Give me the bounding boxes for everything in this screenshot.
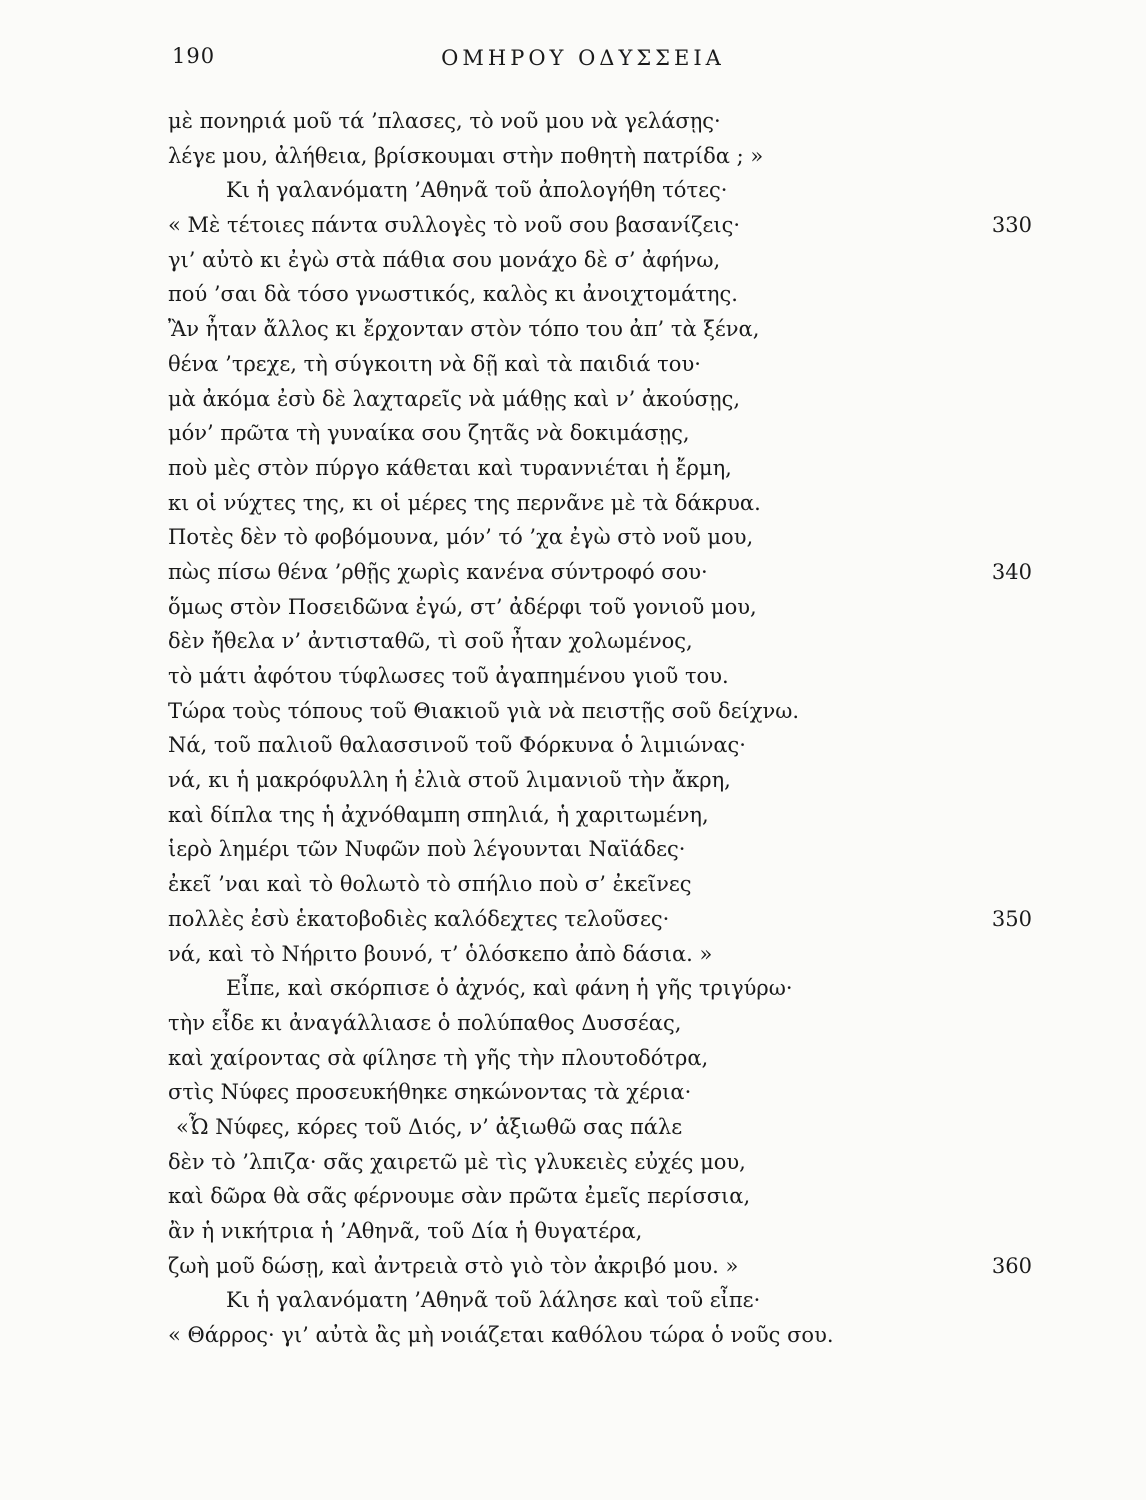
verse-text: κι οἱ νύχτες της, κι οἱ μέρες της περνᾶνε μὲ τὰ δάκρυα.: [168, 490, 761, 515]
line-number: 360: [991, 1253, 1032, 1278]
verse-text: μόν’ πρῶτα τὴ γυναίκα σου ζητᾶς νὰ δοκιμάσῃς,: [168, 421, 690, 446]
verse-text: λέγε μου, ἀλήθεια, βρίσκουμαι στὴν ποθητὴ πατρίδα ; »: [168, 143, 764, 168]
verse-text: νά, καὶ τὸ Νήριτο βουνό, τ’ ὁλόσκεπο ἀπὸ δάσια. »: [168, 941, 713, 966]
verse-line: [168, 520, 1028, 555]
verse-line: [168, 763, 1028, 798]
verse-line: [168, 624, 1028, 659]
verse-line: [168, 1214, 1028, 1249]
verse-text: « Θάρρος· γι’ αὐτὰ ἂς μὴ νοιάζεται καθόλου τώρα ὁ νοῦς σου.: [168, 1323, 834, 1348]
verse-text: Ποτὲς δὲν τὸ φοβόμουνα, μόν’ τό ’χα ἐγὼ στὸ νοῦ μου,: [168, 525, 754, 550]
verse-line: [168, 139, 1028, 174]
verse-text: δὲν ἤθελα ν’ ἀντισταθῶ, τὶ σοῦ ἦταν χολωμένος,: [168, 629, 693, 654]
verse-text: πού ’σαι δὰ τόσο γνωστικός, καλὸς κι ἀνοιχτομάτης.: [168, 282, 738, 307]
verse-text: ἐκεῖ ’ναι καὶ τὸ θολωτὸ τὸ σπήλιο ποὺ σ’ ἐκεῖνες: [168, 872, 692, 897]
verse-line: [168, 659, 1028, 694]
verse-text: δὲν τὸ ’λπιζα· σᾶς χαιρετῶ μὲ τὶς γλυκειὲς εὐχές μου,: [168, 1149, 746, 1174]
verse-text: τὴν εἶδε κι ἀναγάλλιασε ὁ πολύπαθος Δυσσέας,: [168, 1010, 682, 1035]
verse-text: ποὺ μὲς στὸν πύργο κάθεται καὶ τυραννιέται ἡ ἔρμη,: [168, 455, 732, 480]
verse-text: «Ὦ Νύφες, κόρες τοῦ Διός, ν’ ἀξιωθῶ σας πάλε: [176, 1114, 683, 1139]
line-number: 350: [991, 906, 1032, 931]
verse-line: [168, 312, 1028, 347]
verse-line: [168, 243, 1028, 278]
verse-text: καὶ δίπλα της ἡ ἀχνόθαμπη σπηλιά, ἡ χαριτωμένη,: [168, 802, 709, 827]
verse-line: [168, 902, 1032, 937]
verse-text: ζωὴ μοῦ δώσῃ, καὶ ἀντρειὰ στὸ γιὸ τὸν ἀκριβό μου. »: [168, 1253, 739, 1278]
line-number: 340: [991, 559, 1032, 584]
verse-text: Κι ἡ γαλανόματη ’Αθηνᾶ τοῦ ἀπολογήθη τότες·: [226, 178, 728, 203]
verse-line: [168, 208, 1032, 243]
verse-line: [168, 798, 1028, 833]
verse-line: [168, 104, 1028, 139]
verse-line: [168, 416, 1028, 451]
verse-text: στὶς Νύφες προσευκήθηκε σηκώνοντας τὰ χέρια·: [168, 1080, 692, 1105]
verse-line: [168, 1283, 1028, 1318]
verse-text: τὸ μάτι ἀφότου τύφλωσες τοῦ ἀγαπημένου γιοῦ του.: [168, 664, 729, 688]
verse-text: « Μὲ τέτοιες πάντα συλλογὲς τὸ νοῦ σου βασανίζεις·: [168, 213, 741, 238]
verse-line: [168, 728, 1028, 763]
verse-text: Ἂν ἦταν ἄλλος κι ἔρχονταν στὸν τόπο του ἀπ’ τὰ ξένα,: [168, 317, 760, 342]
verse-text: ἂν ἡ νικήτρια ἡ ’Αθηνᾶ, τοῦ Δία ἡ θυγατέρα,: [168, 1219, 643, 1243]
verse-text: Κι ἡ γαλανόματη ’Αθηνᾶ τοῦ λάλησε καὶ τοῦ εἶπε·: [226, 1288, 761, 1313]
verse-line: [168, 1249, 1032, 1284]
verse-text: καὶ χαίροντας σὰ φίλησε τὴ γῆς τὴν πλουτοδότρα,: [168, 1045, 709, 1070]
verse-line: [168, 694, 1028, 729]
verse-line: [168, 971, 1028, 1006]
verse-line: [168, 1110, 1028, 1145]
verse-line: [168, 937, 1028, 972]
verse-text: θένα ’τρεχε, τὴ σύγκοιτη νὰ δῇ καὶ τὰ παιδιά του·: [168, 351, 701, 376]
verse-text: Εἶπε, καὶ σκόρπισε ὁ ἀχνός, καὶ φάνη ἡ γῆς τριγύρω·: [226, 976, 793, 1001]
verse-line: [168, 382, 1028, 417]
verse-line: [168, 1041, 1028, 1076]
verse-line: [168, 277, 1028, 312]
verse-line: [168, 555, 1032, 590]
verse-line: [168, 451, 1028, 486]
verse-text: πὼς πίσω θένα ’ρθῇς χωρὶς κανένα σύντροφό σου·: [168, 559, 708, 584]
running-title: ΟΜΗΡΟΥ ΟΔΥΣΣΕΙΑ: [441, 46, 725, 70]
verse-line: [168, 1318, 1028, 1353]
verse-text: γι’ αὐτὸ κι ἐγὼ στὰ πάθια σου μονάχο δὲ σ’ ἀφήνω,: [168, 247, 721, 272]
verse-text: νά, κι ἡ μακρόφυλλη ἡ ἐλιὰ στοῦ λιμανιοῦ τὴν ἄκρη,: [168, 768, 731, 793]
verse-text: Νά, τοῦ παλιοῦ θαλασσινοῦ τοῦ Φόρκυνα ὁ λιμιώνας·: [168, 733, 746, 758]
verse-text: μὰ ἀκόμα ἐσὺ δὲ λαχταρεῖς νὰ μάθῃς καὶ ν’ ἀκούσῃς,: [168, 386, 741, 411]
verse-line: [168, 173, 1028, 208]
verse-line: [168, 590, 1028, 625]
verse-line: [168, 832, 1028, 867]
verse-line: [168, 1006, 1028, 1041]
verse-line: [168, 1145, 1028, 1180]
verse-block: [168, 104, 1032, 1353]
verse-line: [168, 1179, 1028, 1214]
verse-text: ἱερὸ λημέρι τῶν Νυφῶν ποὺ λέγουνται Ναϊάδες·: [168, 837, 686, 862]
verse-text: καὶ δῶρα θὰ σᾶς φέρνουμε σὰν πρῶτα ἐμεῖς περίσσια,: [168, 1184, 751, 1209]
page-number: 190: [172, 44, 216, 68]
verse-line: [168, 347, 1028, 382]
line-number: 330: [991, 213, 1032, 238]
verse-text: Τώρα τοὺς τόπους τοῦ Θιακιοῦ γιὰ νὰ πειστῇς σοῦ δείχνω.: [168, 698, 800, 723]
verse-line: [168, 1075, 1028, 1110]
verse-text: μὲ πονηριά μοῦ τά ’πλασες, τὸ νοῦ μου νὰ γελάσῃς·: [168, 109, 721, 133]
verse-text: πολλὲς ἐσὺ ἑκατοβοδιὲς καλόδεχτες τελοῦσες·: [168, 906, 670, 931]
verse-line: [168, 486, 1028, 521]
verse-text: ὅμως στὸν Ποσειδῶνα ἐγώ, στ’ ἀδέρφι τοῦ γονιοῦ μου,: [168, 594, 757, 619]
verse-line: [168, 867, 1028, 902]
